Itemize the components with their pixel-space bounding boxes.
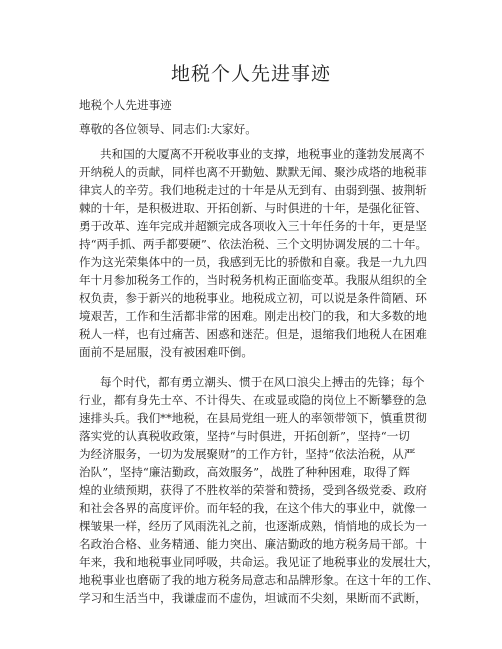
paragraph1-line: 面前不是屈服，没有被困难吓倒。 <box>79 345 253 359</box>
paragraph1-line: 勇于改革、连年完成并超额完成各项收入三十年任务的十年，更是坚 <box>79 219 427 233</box>
paragraph1-line: 作为这光荣集体中的一员，我感到无比的骄傲和自豪。我是一九九四 <box>79 255 427 269</box>
paragraph2-line: 为经济服务，一切为发展聚财”的工作方针，坚持“依法治税，从严 <box>79 447 416 461</box>
paragraph2-line: 学习和生活当中，我谦虚而不虚伪，坦诚而不尖刻，果断而不武断， <box>79 591 427 605</box>
paragraph2-line: 行业，都有身先士卒、不计得失、在或显或隐的岗位上不断攀登的急 <box>79 393 427 407</box>
document-subtitle: 地税个人先进事迹 <box>79 98 172 112</box>
paragraph2-line: 棵皱果一样，经历了风雨洗礼之前，也逐渐成熟，悄悄地的成长为一 <box>79 519 427 533</box>
paragraph1-line: 持“两手抓、两手都要硬”、依法治税、三个文明协调发展的二十年。 <box>79 237 428 251</box>
paragraph1-line: 权负责，参于新兴的地税事业。地税成立初，可以说是条件简陋、环 <box>79 291 427 305</box>
paragraph1-line: 开纳税人的贡献，同样也离不开勤勉、默默无闻、聚沙成塔的地税菲 <box>79 165 427 179</box>
paragraph2-line: 和社会各界的高度评价。而年轻的我，在这个伟大的事业中，就像一 <box>79 501 427 515</box>
paragraph1-line: 年十月参加税务工作的，当时税务机构正面临变革。我服从组织的全 <box>79 273 427 287</box>
paragraph1-line: 律宾人的辛劳。我们地税走过的十年是从无到有、由弱到强、披荆斩 <box>79 183 427 197</box>
paragraph1-line: 棘的十年，是积极进取、开拓创新、与时俱进的十年，是强化征管、 <box>79 201 427 215</box>
paragraph1-line: 共和国的大厦离不开税收事业的支撑，地税事业的蓬勃发展离不 <box>100 147 425 161</box>
paragraph2-line: 煌的业绩预期，获得了不胜枚举的荣誉和赞扬，受到各级党委、政府 <box>79 483 427 497</box>
document-title: 地税个人先进事迹 <box>170 63 331 85</box>
paragraph1-line: 税人一样，也有过痛苦、困惑和迷茫。但是，退缩我们地税人在困难 <box>79 327 427 341</box>
paragraph2-line: 地税事业也磨砺了我的地方税务局意志和品牌形象。在这十年的工作、 <box>79 573 439 587</box>
paragraph2-line: 每个时代，都有勇立潮头、惯于在风口浪尖上搏击的先锋；每个 <box>100 375 425 389</box>
paragraph1-line: 境艰苦，工作和生活都非常的困难。刚走出校门的我，和大多数的地 <box>79 309 427 323</box>
salutation: 尊敬的各位领导、同志们:大家好。 <box>79 122 257 136</box>
paragraph2-line: 速排头兵。我们**地税，在县局党组一班人的率领带领下，慎重贯彻 <box>79 411 427 425</box>
paragraph2-line: 治队”，坚持“廉洁勤政，高效服务”，战胜了种种困难，取得了辉 <box>79 465 410 479</box>
paragraph2-line: 年来，我和地税事业同呼吸，共命运。我见证了地税事业的发展壮大， <box>79 555 439 569</box>
paragraph2-line: 落实党的认真税收政策，坚持“与时俱进，开拓创新”，坚持“一切 <box>79 429 410 443</box>
paragraph2-line: 名政治合格、业务精通、能力突出、廉洁勤政的地方税务局干部。十 <box>79 537 427 551</box>
